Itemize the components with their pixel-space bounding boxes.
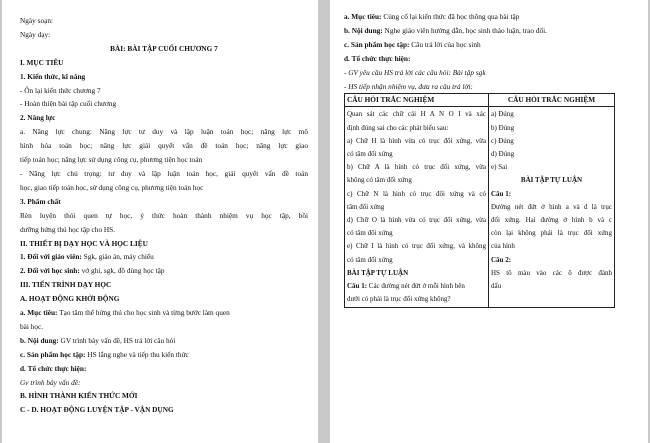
text-line — [20, 348, 308, 362]
text-line — [20, 306, 308, 320]
line-rest: HS lắng nghe và tiếp thu kiến thức — [85, 349, 189, 359]
text-line: dấu — [491, 282, 502, 291]
text-line: bài học. — [20, 321, 44, 331]
activity-intro — [344, 10, 638, 66]
text-line: có tâm đối xứng — [347, 255, 393, 264]
line-rest: vở ghi, sgk, đồ dùng học tập — [79, 266, 165, 276]
line-rest: Các đường nét đứt ở mỗi hình bên — [367, 282, 465, 291]
text-line: Rèn luyện thói quen tự học, ý thức hoàn thành nhiệm vụ học tập, bồi — [20, 210, 308, 220]
line-lead: a. Mục tiêu: — [20, 308, 58, 318]
text-line: có tâm đối xứng — [347, 229, 393, 238]
line-lead: Câu 1: — [347, 282, 368, 291]
document-page-right — [330, 0, 648, 443]
line-lead: c. Sản phẩm học tập: — [344, 39, 410, 49]
text-line: c) Chữ N là hình có trục đối xứng và có — [347, 189, 486, 198]
quiz-table-header-row — [345, 94, 615, 107]
quiz-table-body-row — [345, 107, 615, 308]
text-line: không có tâm đối xứng — [347, 176, 412, 185]
instruction-line: - HS tiếp nhận nhiệm vụ, đưa ra câu trả lời: — [344, 81, 473, 91]
section-heading: III. TIẾN TRÌNH DẠY HỌC — [20, 280, 112, 290]
document-page-left — [2, 0, 318, 443]
section-heading: 3. Phẩm chất — [20, 196, 61, 206]
line-lead: a. Mục tiêu: — [344, 12, 382, 21]
quiz-col1-header: CÂU HỎI TRẮC NGHIỆM — [345, 94, 489, 107]
text-line: hình hóa toán học; năng lực giải quyết vấn đề toán học; năng lực giao — [20, 141, 308, 151]
line-lead: d. Tổ chức thực hiện: — [344, 53, 411, 63]
text-line: e) Chữ I là hình có trục đối xứng, và không — [347, 242, 486, 251]
section-heading: 2. Năng lực — [20, 113, 56, 123]
section-heading: Câu 2: — [491, 255, 512, 264]
line-rest: GV trình bày vấn đề, HS trả lời câu hỏi — [58, 335, 176, 345]
quiz-questions-cell — [345, 107, 489, 308]
text-line: - Hoàn thiện bài tập cuối chương — [20, 99, 117, 109]
section-heading: B. HÌNH THÀNH KIẾN THỨC MỚI — [20, 391, 138, 401]
line-rest: Củng cố lại kiến thức đã học thông qua bài tập — [381, 12, 520, 21]
text-line: b) Chữ A là hình có trục đối xứng, vừa — [347, 163, 486, 172]
quiz-answers-cell — [489, 107, 615, 308]
text-line: Đường nét đứt ở hình a và d là trục — [491, 202, 612, 211]
section-heading: II. THIẾT BỊ DẠY HỌC VÀ HỌC LIỆU — [20, 238, 148, 248]
section-heading: C - D. HOẠT ĐỘNG LUYỆN TẬP - VẬN DỤNG — [20, 405, 174, 415]
section-heading: BÀI TẬP TỰ LUẬN — [347, 268, 409, 277]
text-line: b) Đúng — [491, 123, 515, 132]
text-line: của hình — [491, 242, 515, 251]
text-line: tâm đối xứng — [347, 202, 385, 211]
text-line: d) Đúng — [491, 150, 515, 159]
quiz-col2-header: CÂU HỎI TRẮC NGHIỆM — [489, 94, 615, 107]
line-lead: 2. Đối với học sinh: — [20, 266, 80, 276]
lesson-title: BÀI: BÀI TẬP CUỐI CHƯƠNG 7 — [110, 43, 218, 53]
text-line — [20, 264, 308, 278]
text-line: dưỡng hứng thú học tập cho HS. — [20, 224, 116, 234]
section-heading: 1. Kiến thức, kĩ năng — [20, 71, 86, 81]
text-line: tiếp toán học; năng lực sử dụng công cụ, phương tiện học toán — [20, 155, 203, 165]
text-line: d) Chữ O là hình vừa có trục đối xứng, vừa — [347, 216, 486, 225]
text-line: Ngày dạy: — [20, 29, 51, 39]
text-line: định đúng sai cho các phát biểu sau: — [347, 123, 449, 132]
line-rest: Sgk, giáo án, máy chiếu — [81, 252, 154, 262]
text-line: Ngày soạn: — [20, 16, 54, 25]
text-line: e) Sai — [491, 163, 508, 172]
text-line: HS tô màu vào các ô được đánh — [491, 268, 612, 277]
text-line: Gv trình bày vấn đề: — [20, 377, 81, 387]
text-line: Quan sát các chữ cái H A N O I và xác — [347, 110, 486, 119]
text-line: dưới có phải là trục đối xứng không? — [347, 295, 451, 304]
text-line — [347, 280, 486, 293]
text-line: có tâm đối xứng — [347, 150, 393, 159]
section-heading: Câu 1: — [491, 189, 512, 198]
line-rest: Câu trả lời của học sinh — [409, 39, 481, 49]
text-line — [344, 10, 638, 24]
text-line — [20, 334, 308, 348]
line-rest: Nghe giáo viên hướng dẫn, học sinh thảo luận, trao đổi. — [382, 25, 547, 35]
line-rest: Tạo tâm thế hứng thú cho học sinh và từng bước làm quen — [57, 308, 230, 318]
text-line: đối xứng. Hai đường ở hình b và c — [491, 216, 612, 225]
line-lead: c. Sản phẩm học tập: — [20, 349, 86, 359]
text-line: a. Năng lực chung: Năng lực tư duy và lập luận toán học; năng lực mô — [20, 127, 308, 137]
section-heading: BÀI TẬP TỰ LUẬN — [520, 176, 583, 185]
quiz-table — [344, 93, 615, 308]
text-line: còn lại không phải là trục đối xứng — [491, 229, 612, 238]
text-line — [344, 38, 638, 52]
line-lead: b. Nội dung: — [344, 25, 383, 35]
line-lead: b. Nội dung: — [20, 335, 59, 345]
text-line: a) Đúng — [491, 110, 514, 119]
section-heading: A. HOẠT ĐỘNG KHỞI ĐỘNG — [20, 294, 120, 304]
text-line: - Năng lực chủ trọng: tư duy và lập luận toán học, giải quyết vấn đề toán — [20, 168, 308, 178]
line-lead: 1. Đối với giáo viên: — [20, 252, 82, 262]
text-line: a) Chữ H là hình vừa có trục đối xứng, vừa — [347, 136, 486, 145]
text-line: học, giao tiếp toán học, sử dụng công cụ, phương tiện toán học — [20, 182, 204, 192]
activity-instructions — [344, 66, 638, 94]
text-line: - Ôn lại kiến thức chương 7 — [20, 85, 101, 95]
text-line — [20, 250, 308, 264]
text-line — [344, 52, 638, 66]
section-heading: d. Tổ chức thực hiện: — [20, 363, 87, 373]
text-line — [344, 24, 638, 38]
section-heading: I. MỤC TIÊU — [20, 57, 64, 67]
text-line: c) Đúng — [491, 136, 514, 145]
instruction-line: - GV yêu cầu HS trả lời các câu hỏi: Bài tập sgk — [344, 67, 486, 77]
